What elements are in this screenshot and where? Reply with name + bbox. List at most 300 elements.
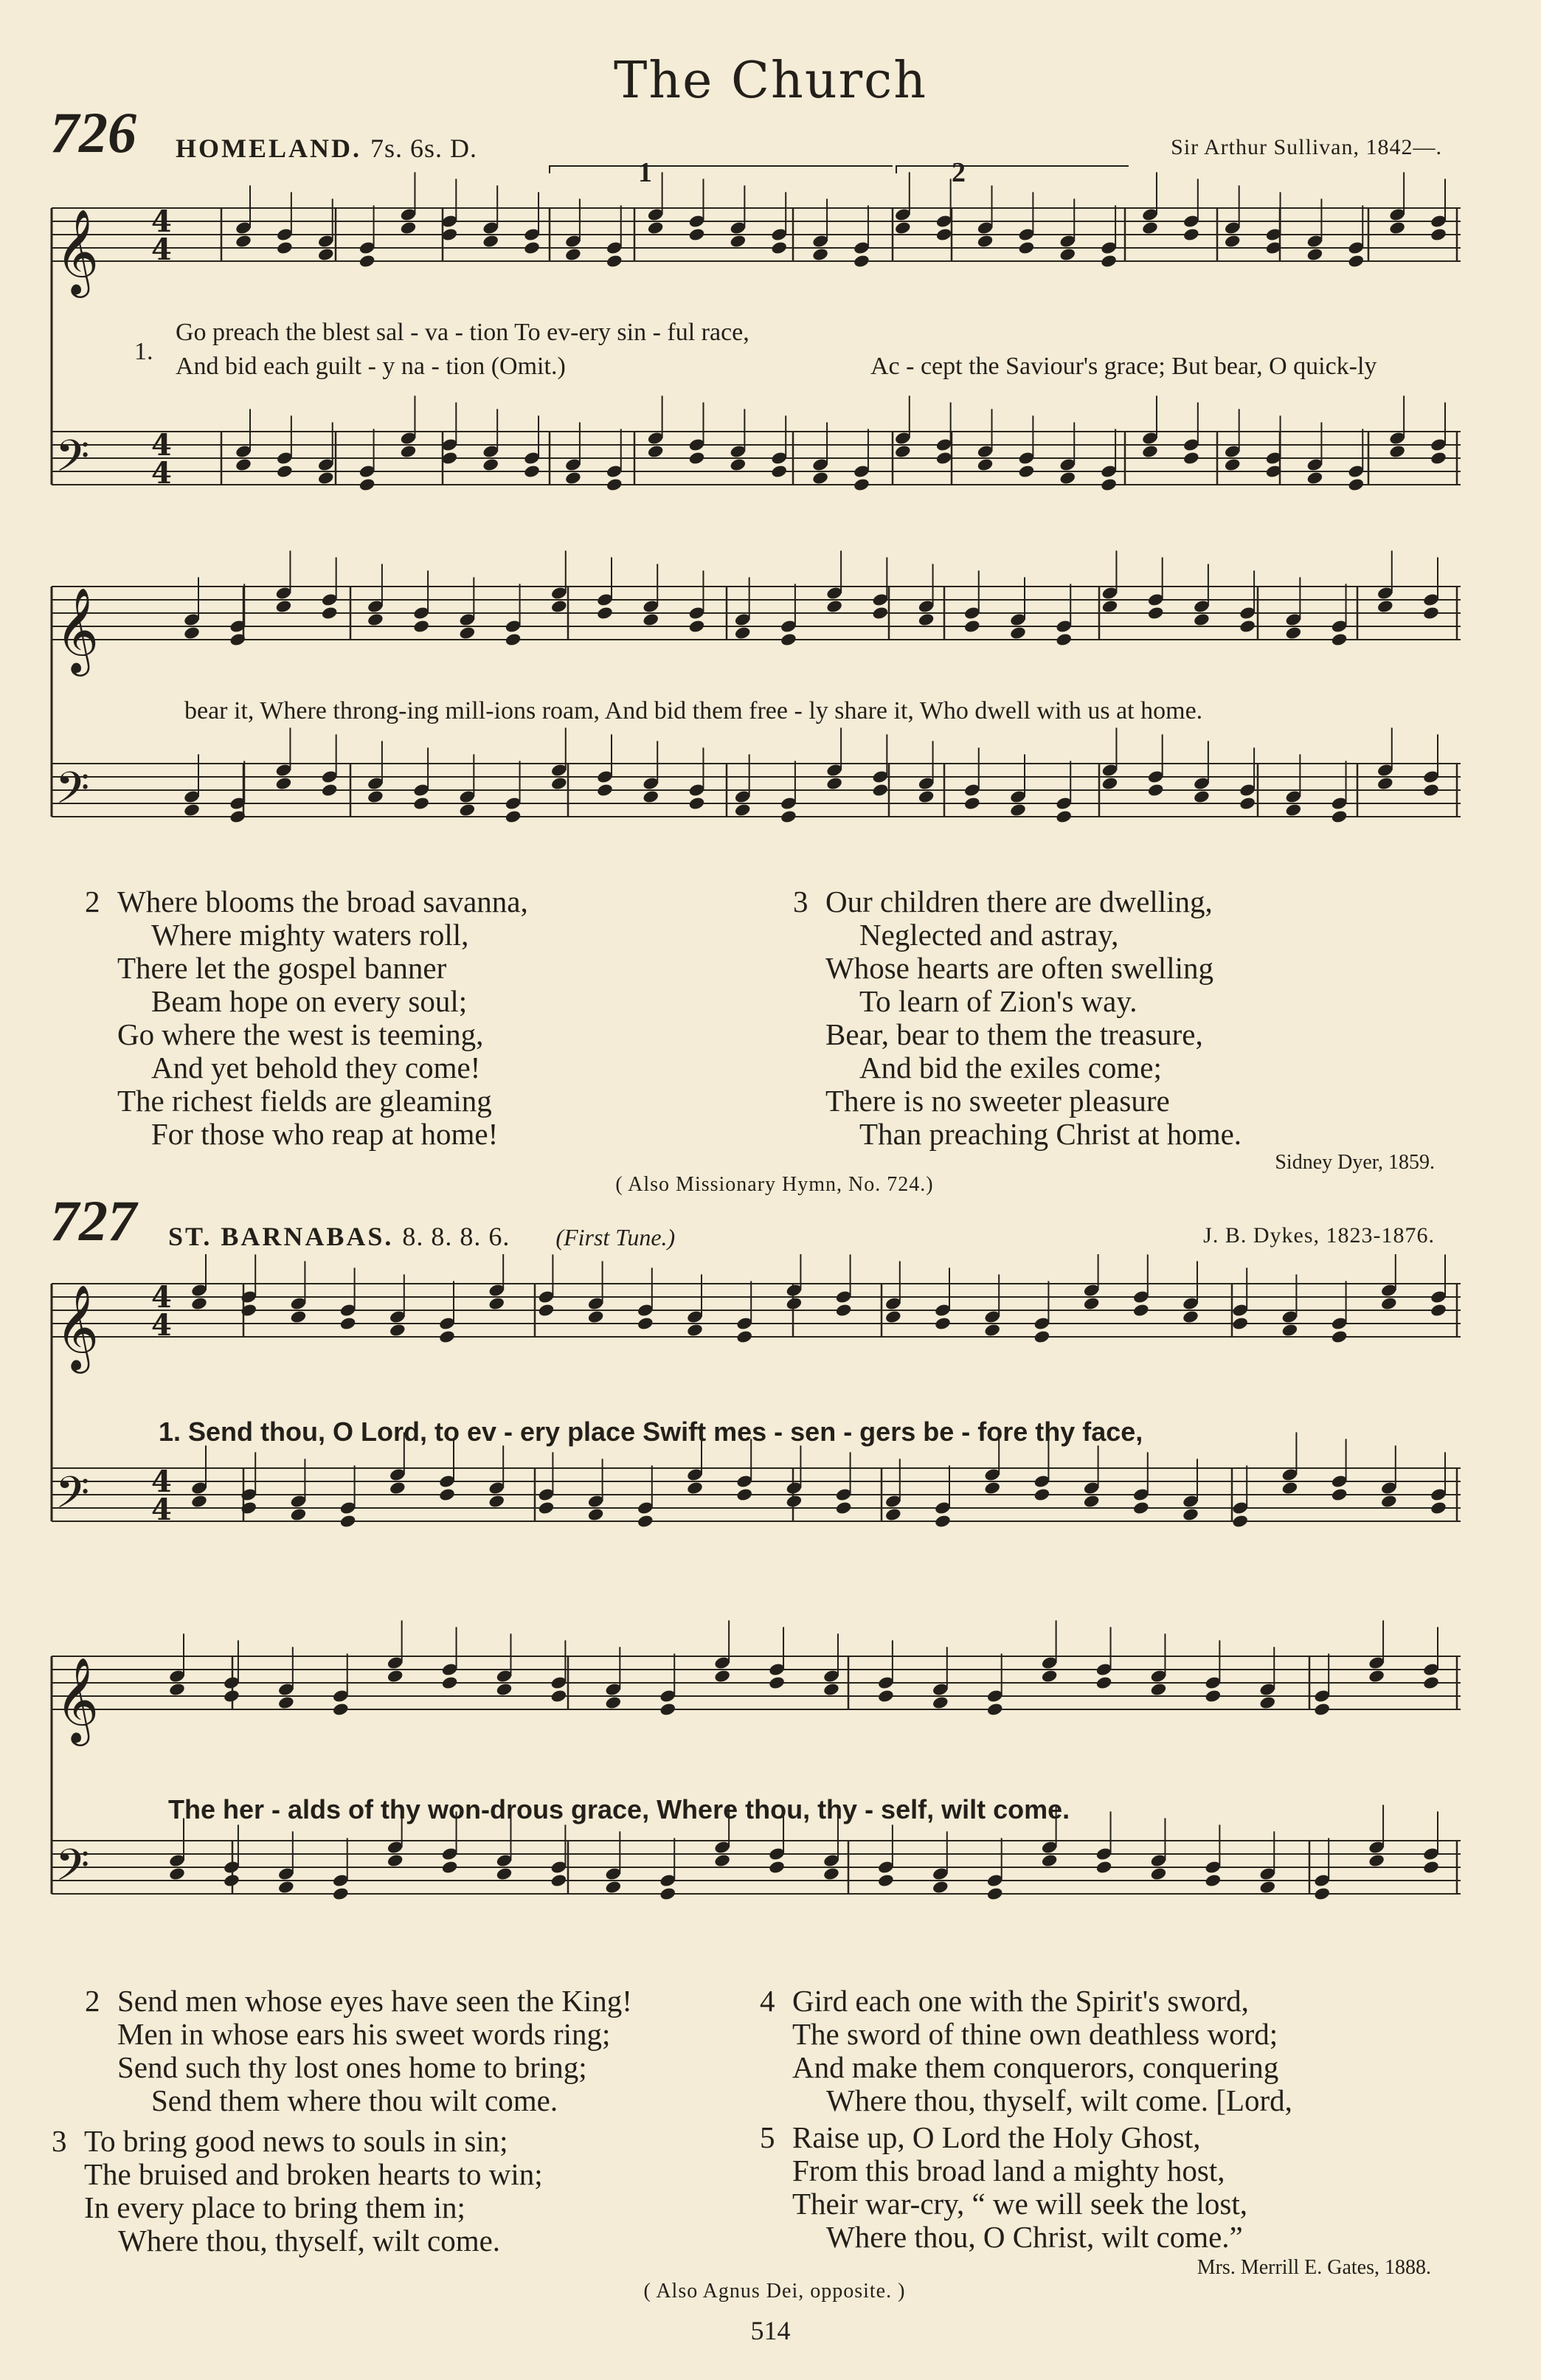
note-head [550,776,568,791]
note-head [596,606,614,620]
note-head [932,1880,949,1895]
verse-line: Go where the west is teeming, [117,1017,484,1051]
note-head [884,1310,902,1324]
note-head [1331,809,1348,824]
note-head [190,1494,208,1509]
note-head [894,444,912,459]
note-head [183,626,201,640]
hymn-number-726: 726 [50,100,136,165]
note-head [1018,464,1036,479]
bass-clef-icon: 𝄢 [55,1839,90,1901]
note-head [686,1481,704,1495]
note-head [1101,599,1119,614]
treble-staff-726-a [52,208,1461,261]
note-head [276,464,294,479]
note-head [1376,776,1394,791]
notes-726-b-treble [183,550,1440,647]
note-head [1306,471,1324,485]
note-head [587,1507,605,1522]
lyric-line-2-continued: Ac - cept the Saviour's grace; But bear, O quick-ly [870,353,1377,380]
tune-name-727 [168,1221,675,1252]
verse-line: From this broad land a mighty host, [792,2154,1225,2187]
treble-clef-icon: 𝄞 [55,587,100,673]
note-head [482,457,499,472]
verse-line: The sword of thine own deathless word; [792,2017,1278,2051]
lyric-line-3: bear it, Where throng-ing mill-ions roam, And bid them free - ly share it, Who dwell with us at home. [184,697,1203,724]
time-signature: 4 [151,1492,172,1527]
note-head [1430,1501,1447,1515]
note-head [986,1886,1004,1901]
note-head [1083,1494,1101,1509]
note-head [1147,606,1165,620]
note-head [1193,789,1211,804]
note-head [496,1867,513,1881]
verse-line: Where thou, thyself, wilt come. [118,2224,501,2258]
note-head [770,464,788,479]
note-head [932,1695,949,1710]
note-head [1100,254,1118,269]
note-head [505,632,522,647]
note-head [183,803,201,817]
note-head [877,1873,895,1888]
verse-727-2 [85,1985,632,2117]
verse-line: And yet behold they come! [151,1051,481,1085]
note-head [387,1853,404,1868]
note-head [986,1702,1004,1717]
note-head [412,619,430,634]
verse-line: Bear, bear to them the treasure, [825,1017,1203,1051]
note-head [290,1310,308,1324]
note-head [1150,1867,1168,1881]
note-head [1347,254,1365,269]
verse-727-3 [52,2125,543,2258]
bass-clef-icon: 𝄢 [55,1467,90,1529]
note-head [1033,1329,1051,1344]
note-head [223,1873,240,1888]
note-head [1083,1296,1101,1311]
notes-727-a-treble [190,1254,1447,1344]
note-head [1041,1669,1059,1684]
verse-line: And make them conquerors, conquering [792,2050,1279,2084]
verse-line: The bruised and broken hearts to win; [84,2157,543,2191]
note-head [1231,1316,1249,1331]
note-head [963,619,981,634]
note-head [853,477,870,492]
treble-staff-727-a [52,1284,1461,1337]
verse-line: Gird each one with the Spirit's sword, [792,1984,1249,2018]
note-head [734,626,752,640]
note-head [1313,1702,1331,1717]
verse-727-5 [760,2121,1247,2254]
note-head [332,1886,350,1901]
note-head [713,1669,731,1684]
note-head [1182,1507,1199,1522]
note-head [550,1689,568,1703]
note-head [1422,783,1440,798]
ending-bracket-1 [550,166,893,173]
note-head [872,606,890,620]
note-head [1041,1853,1059,1868]
note-head [872,783,890,798]
author-727: Mrs. Merrill E. Gates, 1888. [1197,2256,1431,2279]
notes-726-a-bass [235,395,1447,492]
author-726: Sidney Dyer, 1859. [1275,1151,1435,1174]
note-head [935,451,953,466]
note-head [605,1695,623,1710]
note-head [1055,632,1073,647]
note-head [1258,1695,1276,1710]
music-score-727 [0,1254,1541,1962]
note-head [1376,599,1394,614]
note-head [659,1702,676,1717]
note-head [332,1702,350,1717]
verse-line: Send men whose eyes have seen the King! [117,1984,632,2018]
note-head [688,619,706,634]
note-head [488,1494,505,1509]
note-head [488,1296,505,1311]
tune-meter: 8. 8. 8. 6. [402,1222,510,1251]
note-head [713,1853,731,1868]
note-head [1306,247,1324,262]
verse-line: There is no sweeter pleasure [825,1084,1170,1118]
tune-title: HOMELAND. [176,134,361,163]
note-head [277,1880,295,1895]
note-head [780,809,797,824]
note-head [1380,1494,1398,1509]
verse-line: And bid the exiles come; [859,1051,1162,1085]
note-head [1281,1481,1299,1495]
ending-bracket-2 [896,166,1129,173]
note-head [963,796,981,811]
note-head [983,1481,1001,1495]
note-head [1331,632,1348,647]
bass-staff-727-b [52,1841,1461,1894]
tune-meter: 7s. 6s. D. [370,134,478,163]
note-head [877,1689,895,1703]
treble-clef-icon: 𝄞 [55,1656,100,1743]
note-head [1285,626,1303,640]
notes-726-b-bass [183,727,1440,824]
note-head [934,1316,952,1331]
note-head [688,227,706,242]
verse-number: 2 [85,885,100,919]
note-head [275,599,293,614]
verse-line: Where blooms the broad savanna, [117,885,528,919]
time-signature: 4 [151,1464,172,1499]
note-head [735,1487,753,1502]
tune-note: (First Tune.) [555,1224,676,1250]
note-head [367,789,384,804]
verse-number: 3 [793,885,808,919]
verse-line: Raise up, O Lord the Holy Ghost, [792,2120,1201,2154]
hymn-number-727: 727 [50,1189,136,1253]
note-head [811,471,829,485]
note-head [339,1316,357,1331]
note-head [1331,1487,1348,1502]
note-head [1101,776,1119,791]
note-head [1281,1323,1299,1338]
note-head [387,1669,404,1684]
note-head [823,1682,840,1697]
note-head [1018,241,1036,255]
note-head [1009,803,1027,817]
verse-line: Our children there are dwelling, [825,885,1213,919]
note-head [934,1514,952,1529]
note-head [768,1675,786,1690]
treble-staff-727-b [52,1656,1461,1709]
note-head [317,471,335,485]
note-head [1239,796,1256,811]
note-head [1100,477,1118,492]
verse-line: The richest fields are gleaming [117,1084,492,1118]
note-head [1095,1675,1113,1690]
notes-726-a-treble [235,172,1447,269]
page-number: 514 [750,2316,791,2345]
note-head [735,1329,753,1344]
note-head [825,599,843,614]
tune-title: ST. BARNABAS. [168,1222,394,1251]
verse-line: Send them where thou wilt come. [151,2083,558,2117]
treble-clef-icon: 𝄞 [55,1284,100,1370]
note-head [459,626,477,640]
verse-line: Neglected and astray, [859,918,1119,952]
note-head [1285,803,1303,817]
note-head [538,1501,555,1515]
note-head [1182,1310,1199,1324]
note-head [1141,444,1159,459]
lyric-727-line-1: 1. Send thou, O Lord, to ev - ery place Swift mes - sen - gers be - fore thy face, [159,1416,1143,1447]
note-head [647,221,665,235]
note-head [223,1689,240,1703]
note-head [1033,1487,1051,1502]
note-head [277,1695,295,1710]
time-signature: 4 [151,428,172,463]
verse-line: To learn of Zion's way. [859,984,1137,1018]
note-head [768,1860,786,1875]
note-head [596,783,614,798]
verse-number: 4 [760,1984,775,2018]
verse-number: 3 [52,2124,67,2158]
note-head [400,444,418,459]
note-head [1430,1303,1447,1318]
verse-line: Send such thy lost ones home to bring; [117,2050,587,2084]
verse-line: Where thou, O Christ, wilt come.” [826,2220,1243,2254]
note-head [359,477,376,492]
note-head [339,1514,357,1529]
music-score-726 [0,0,1541,885]
note-head [918,612,935,627]
note-head [367,612,384,627]
note-head [853,254,870,269]
note-head [1132,1501,1150,1515]
note-head [935,227,953,242]
note-head [505,809,522,824]
note-head [647,444,665,459]
verse-line: To bring good news to souls in sin; [84,2124,508,2158]
note-head [1430,451,1447,466]
note-head [1380,1296,1398,1311]
note-head [825,776,843,791]
note-head [1368,1853,1385,1868]
note-head [1313,1886,1331,1901]
note-head [190,1296,208,1311]
note-head [290,1507,308,1522]
note-head [637,1514,654,1529]
time-signature: 4 [151,456,172,491]
note-head [642,789,659,804]
note-head [550,599,568,614]
note-head [1422,1675,1440,1690]
note-head [1009,626,1027,640]
time-signature: 4 [151,204,172,239]
note-head [688,796,706,811]
note-head [496,1682,513,1697]
time-signature: 4 [151,1280,172,1315]
verse-line: There let the gospel banner [117,951,447,985]
verse-number: 5 [760,2120,775,2154]
verse-line: Whose hearts are often swelling [825,951,1213,985]
note-head [1231,1514,1249,1529]
section-title: The Church [613,52,927,110]
bass-staff-726-a [52,432,1461,485]
note-head [770,241,788,255]
note-head [441,1860,459,1875]
note-head [317,247,335,262]
verse-line: In every place to bring them in; [84,2190,465,2224]
note-head [884,1507,902,1522]
note-head [168,1867,186,1881]
note-head [730,457,747,472]
verse1-label-726: 1. [134,338,153,365]
note-head [1182,227,1200,242]
note-head [438,1487,456,1502]
composer-726: Sir Arthur Sullivan, 1842—. [1171,135,1442,159]
note-head [235,234,252,249]
verse-line: For those who reap at home! [151,1117,499,1151]
note-head [605,1880,623,1895]
note-head [1150,1682,1168,1697]
time-signature: 4 [151,232,172,267]
note-head [538,1303,555,1318]
note-head [235,457,252,472]
note-head [823,1867,840,1881]
lyric-line-2: And bid each guilt - y na - tion (Omit.) [176,353,566,380]
note-head [564,471,582,485]
note-head [389,1323,406,1338]
note-head [686,1323,704,1338]
note-head [1331,1329,1348,1344]
note-head [1141,221,1159,235]
note-head [359,254,376,269]
verse-726-3 [793,885,1242,1151]
note-head [564,247,582,262]
note-head [983,1323,1001,1338]
note-head [1388,221,1406,235]
note-head [1147,783,1165,798]
note-head [786,1296,803,1311]
also-note-727: ( Also Agnus Dei, opposite. ) [643,2280,906,2303]
note-head [276,241,294,255]
note-head [786,1494,803,1509]
treble-clef-icon: 𝄞 [55,208,100,294]
verse-line: Where mighty waters roll, [151,918,469,952]
note-head [168,1682,186,1697]
note-head [550,1873,568,1888]
note-head [977,457,994,472]
bass-staff-727-a [52,1468,1461,1521]
verse-line: Men in whose ears his sweet words ring; [117,2017,611,2051]
note-head [1430,227,1447,242]
note-head [1368,1669,1385,1684]
verse-number: 2 [85,1984,100,2018]
note-head [606,477,623,492]
note-head [587,1310,605,1324]
note-head [1388,444,1406,459]
note-head [1182,451,1200,466]
note-head [389,1481,406,1495]
note-head [1239,619,1256,634]
note-head [659,1886,676,1901]
note-head [1193,612,1211,627]
note-head [780,632,797,647]
note-head [1224,457,1242,472]
note-head [835,1501,853,1515]
notes-727-b-treble [168,1620,1440,1717]
also-note-726: ( Also Missionary Hymn, No. 724.) [615,1173,934,1196]
note-head [1224,234,1242,249]
note-head [1347,477,1365,492]
note-head [441,1675,459,1690]
note-head [642,612,659,627]
note-head [438,1329,456,1344]
note-head [894,221,912,235]
note-head [459,803,477,817]
lyric-line-1: Go preach the blest sal - va - tion To ev-ery sin - ful race, [176,319,749,346]
note-head [1205,1689,1222,1703]
lyric-727-line-2: The her - alds of thy won-drous grace, Where thou, thy - self, wilt come. [168,1794,1070,1824]
note-head [977,234,994,249]
note-head [1132,1303,1150,1318]
note-head [482,234,499,249]
note-head [811,247,829,262]
verse-line: Their war-cry, “ we will seek the lost, [792,2187,1247,2221]
note-head [523,464,541,479]
note-head [321,783,339,798]
verse-726-2 [85,885,528,1151]
note-head [275,776,293,791]
note-head [1059,471,1076,485]
note-head [637,1316,654,1331]
time-signature: 4 [151,1308,172,1343]
verse-line: Beam hope on every soul; [151,984,468,1018]
note-head [730,234,747,249]
bass-clef-icon: 𝄢 [55,762,90,824]
verse-line: Than preaching Christ at home. [859,1117,1242,1151]
note-head [321,606,339,620]
note-head [1258,1880,1276,1895]
note-head [523,241,541,255]
bass-clef-icon: 𝄢 [55,430,90,492]
note-head [1059,247,1076,262]
note-head [1422,1860,1440,1875]
note-head [606,254,623,269]
note-head [1095,1860,1113,1875]
note-head [1422,606,1440,620]
note-head [412,796,430,811]
first-ending-label: 1 [638,157,652,188]
note-head [734,803,752,817]
note-head [1055,809,1073,824]
